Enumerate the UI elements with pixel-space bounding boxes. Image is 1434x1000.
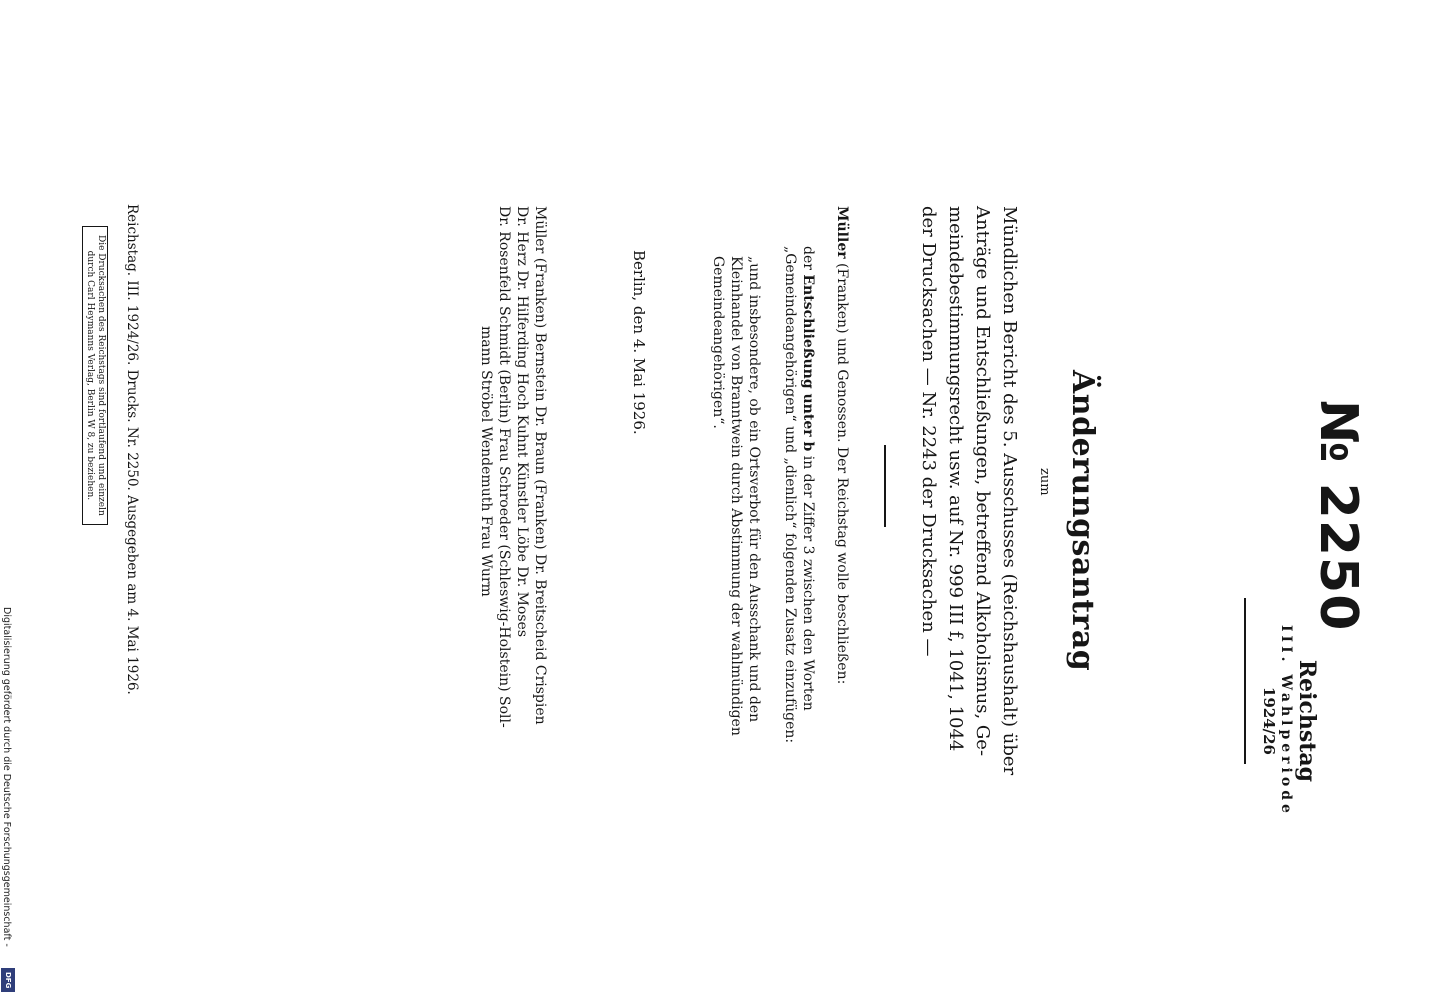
motion-line: Gemeindeangehörigen“. xyxy=(710,256,726,429)
proposers-rest: (Franken) und Genossen. Der Reichstag wolle beschließen: xyxy=(834,258,850,685)
signatories-line: Dr. Rosenfeld Schmidt (Berlin) Frau Schroeder (Schleswig-Holstein) Soll- xyxy=(496,206,512,728)
signatories-line: Dr. Herz Dr. Hilferding Hoch Kuhnt Künstler Löbe Dr. Moses xyxy=(514,206,530,638)
motion-line: „und insbesondere, ob ein Ortsverbot für den Ausschank und den xyxy=(746,256,762,723)
document-title: Änderungsantrag xyxy=(1065,370,1100,672)
notice-line: Die Drucksachen des Reichstags sind fortlaufend und einzeln xyxy=(96,235,106,516)
dfg-logo: DFG xyxy=(1,968,15,992)
motion-line xyxy=(800,246,816,711)
proposer-name: Müller xyxy=(834,206,850,259)
reichstag-label: Reichstag xyxy=(1294,659,1320,783)
footer-reference: Reichstag. III. 1924/26. Drucks. Nr. 2250. Ausgegeben am 4. Mai 1926. xyxy=(124,204,140,695)
report-line: Mündlichen Bericht des 5. Ausschusses (Reichshaushalt) über xyxy=(999,206,1020,776)
report-line: der Drucksachen — Nr. 2243 der Drucksachen — xyxy=(918,206,939,657)
notice-line: durch Carl Heymanns Verlag, Berlin W 8, zu beziehen. xyxy=(85,250,95,501)
digitization-note: Digitalisierung gefördert durch die Deutsche Forschungsgemeinschaft - xyxy=(1,607,12,947)
motion-line: „Gemeindeangehörigen“ und „dienlich“ folgenden Zusatz einzufügen: xyxy=(782,246,798,744)
reichstag-header xyxy=(1260,625,1320,817)
zum-label: zum xyxy=(1037,468,1052,496)
wahlperiode-label: III. Wahlperiode xyxy=(1278,625,1294,817)
section-divider xyxy=(884,445,886,527)
document-number: № 2250 xyxy=(1308,400,1368,632)
motion-line: Kleinhandel von Branntwein durch Abstimmung der wahlmündigen xyxy=(728,256,744,736)
motion-text: der xyxy=(800,246,816,275)
distribution-notice xyxy=(82,226,108,525)
document-date: Berlin, den 4. Mai 1926. xyxy=(630,250,648,435)
report-line: meindebestimmungsrecht usw. auf Nr. 999 III f, 1041, 1044 xyxy=(945,206,966,752)
report-line: Anträge und Entschließungen, betreffend Alkoholismus, Ge- xyxy=(972,206,993,757)
header-rule xyxy=(1244,598,1246,764)
signatories-line: mann Ströbel Wendemuth Frau Wurm xyxy=(478,326,494,597)
motion-text: in der Ziffer 3 zwischen den Worten xyxy=(800,451,816,711)
motion-proposers xyxy=(834,206,850,684)
wahlperiode-years: 1924/26 xyxy=(1260,686,1278,755)
signatories-line: Müller (Franken) Bernstein Dr. Braun (Franken) Dr. Breitscheid Crispien xyxy=(532,206,548,725)
motion-emphasis: Entschließung unter b xyxy=(800,274,816,452)
